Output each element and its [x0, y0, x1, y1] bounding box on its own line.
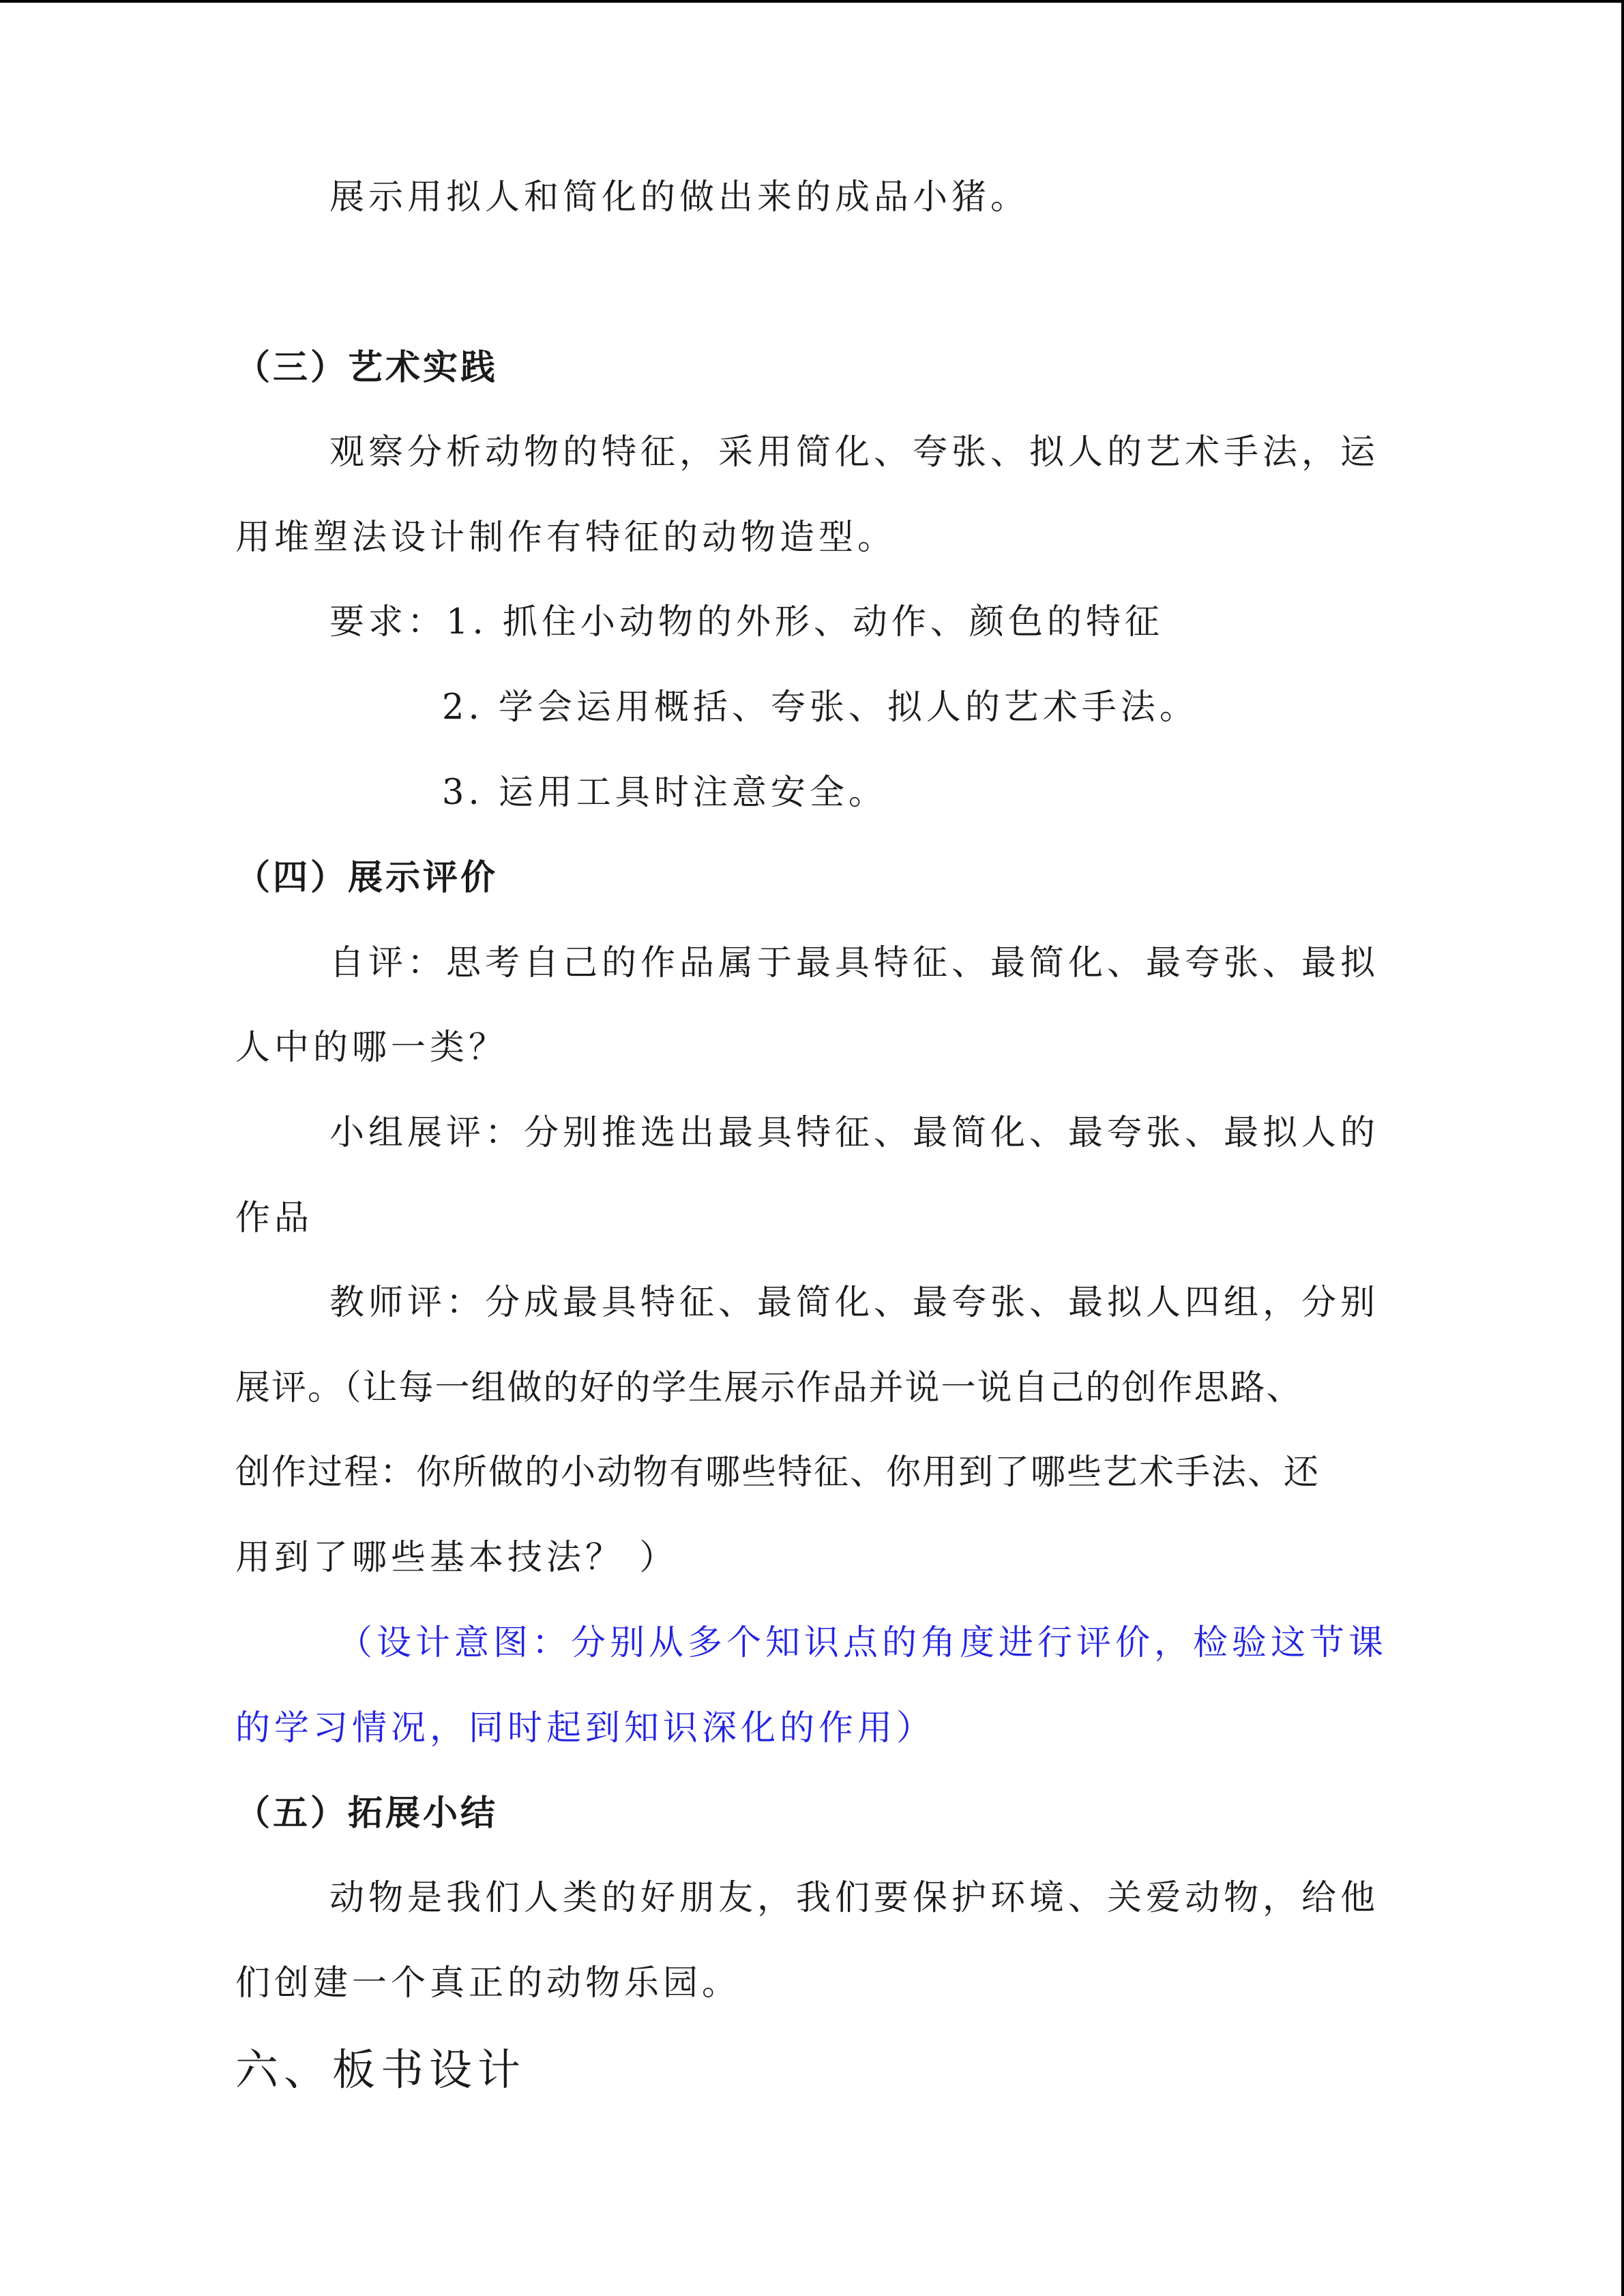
section-heading-3: （三）艺术实践: [235, 348, 499, 388]
paragraph-line: 用到了哪些基本技法？ ）: [235, 1538, 679, 1578]
paragraph-line: 观察分析动物的特征，采用简化、夸张、拟人的艺术手法，运: [329, 432, 1380, 473]
paragraph-line: 自评：思考自己的作品属于最具特征、最简化、最夸张、最拟: [329, 943, 1380, 983]
section-heading-4: （四）展示评价: [235, 858, 499, 898]
paragraph-line: 用堆塑法设计制作有特征的动物造型。: [235, 518, 897, 558]
design-intent-line: 的学习情况，同时起到知识深化的作用）: [235, 1708, 936, 1748]
section-heading-5: （五）拓展小结: [235, 1793, 499, 1834]
paragraph-line: 教师评：分成最具特征、最简化、最夸张、最拟人四组，分别: [329, 1283, 1380, 1323]
paragraph-line: 展示用拟人和简化的做出来的成品小猪。: [329, 177, 1030, 218]
requirement-line: 3. 运用工具时注意安全。: [442, 773, 887, 813]
paragraph-line: 人中的哪一类？: [235, 1028, 508, 1068]
paragraph-line: 小组展评：分别推选出最具特征、最简化、最夸张、最拟人的: [329, 1113, 1380, 1153]
page-top-border: [0, 0, 1624, 3]
design-intent-line: （设计意图：分别从多个知识点的角度进行评价，检验这节课: [338, 1623, 1388, 1663]
page-right-border: [1621, 0, 1624, 2296]
paragraph-line: 展评。（让每一组做的好的学生展示作品并说一说自己的创作思路、: [235, 1368, 1303, 1408]
chapter-heading-6: 六、板书设计: [235, 2045, 526, 2095]
paragraph-line: 们创建一个真正的动物乐园。: [235, 1963, 741, 2003]
paragraph-line: 创作过程：你所做的小动物有哪些特征、你用到了哪些艺术手法、还: [235, 1452, 1320, 1493]
requirement-line: 2. 学会运用概括、夸张、拟人的艺术手法。: [442, 687, 1198, 728]
requirement-line: 要求：1. 抓住小动物的外形、动作、颜色的特征: [329, 602, 1164, 642]
paragraph-line: 作品: [235, 1198, 314, 1238]
paragraph-line: 动物是我们人类的好朋友，我们要保护环境、关爱动物，给他: [329, 1878, 1380, 1918]
